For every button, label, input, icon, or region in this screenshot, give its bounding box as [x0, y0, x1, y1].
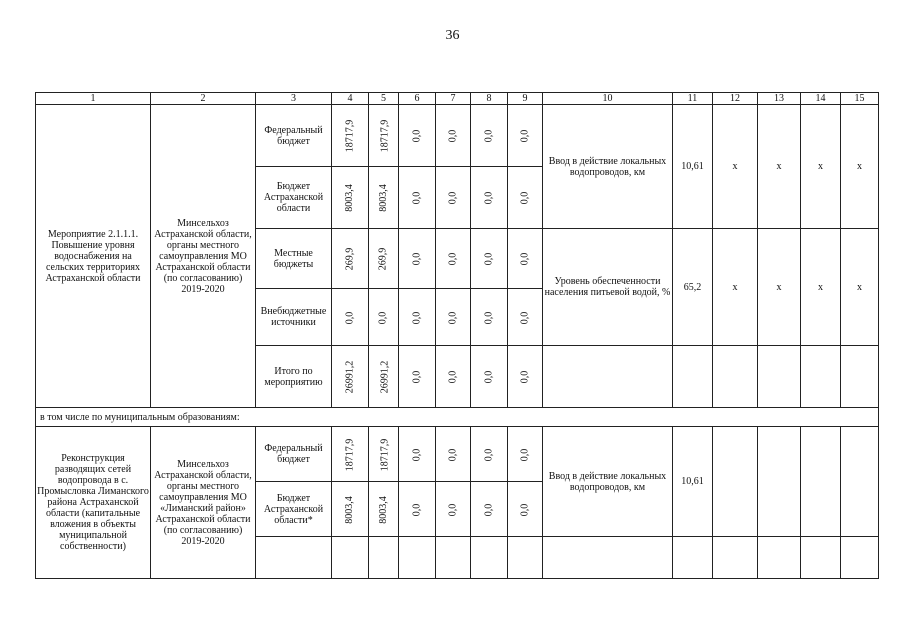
empty-cell: [471, 537, 508, 579]
indicator-value: 10,61: [673, 105, 713, 229]
empty-cell: [758, 346, 801, 408]
value-cell: 0,0: [436, 427, 471, 482]
column-header: 9: [508, 93, 543, 105]
empty-cell: [841, 346, 879, 408]
value-cell: 0,0: [508, 482, 543, 537]
funding-source: Бюджет Астраханской области*: [256, 482, 332, 537]
empty-cell: [673, 537, 713, 579]
funding-source: Федеральный бюджет: [256, 427, 332, 482]
empty-cell: [758, 537, 801, 579]
activity-name: Мероприятие 2.1.1.1. Повышение уровня водоснабжения на сельских территориях Астраханской области: [36, 105, 151, 408]
empty-cell: [508, 537, 543, 579]
value-cell: 18717,9: [369, 105, 399, 167]
column-header: 3: [256, 93, 332, 105]
value-cell: 0,0: [399, 289, 436, 346]
value-cell: 0,0: [471, 482, 508, 537]
header-row: [36, 93, 879, 105]
value-cell: 0,0: [399, 427, 436, 482]
value-cell: 8003,4: [332, 167, 369, 229]
value-cell: 0,0: [399, 105, 436, 167]
value-cell: 18717,9: [332, 427, 369, 482]
table-row: [36, 427, 879, 482]
indicator-mark: х: [713, 229, 758, 346]
column-header: 10: [543, 93, 673, 105]
indicator-mark: х: [801, 229, 841, 346]
empty-cell: [673, 346, 713, 408]
indicator-name: Ввод в действие локальных водопроводов, км: [543, 427, 673, 537]
empty-cell: [543, 537, 673, 579]
budget-table: [35, 92, 879, 579]
column-header: 5: [369, 93, 399, 105]
value-cell: 0,0: [508, 167, 543, 229]
empty-cell: [801, 537, 841, 579]
value-cell: 269,9: [369, 229, 399, 289]
indicator-mark: х: [713, 105, 758, 229]
value-cell: 0,0: [399, 482, 436, 537]
value-cell: 0,0: [436, 289, 471, 346]
funding-source: Внебюджетные источники: [256, 289, 332, 346]
activity-name: Реконструкция разводящих сетей водопровода в с. Промысловка Лиманского района Астраханской области (капитальные вложения в объекты муниципальной собственности): [36, 427, 151, 579]
value-cell: 0,0: [436, 167, 471, 229]
value-cell: 8003,4: [369, 482, 399, 537]
empty-cell: [801, 427, 841, 537]
column-header: 15: [841, 93, 879, 105]
column-header: 13: [758, 93, 801, 105]
empty-cell: [369, 537, 399, 579]
empty-cell: [256, 537, 332, 579]
empty-cell: [543, 346, 673, 408]
indicator-name: Ввод в действие локальных водопроводов, км: [543, 105, 673, 229]
section-label: в том числе по муниципальным образованиям:: [36, 408, 879, 427]
value-cell: 0,0: [471, 167, 508, 229]
column-header: 14: [801, 93, 841, 105]
value-cell: 8003,4: [332, 482, 369, 537]
indicator-mark: х: [758, 229, 801, 346]
executor: Минсельхоз Астраханской области, органы местного самоуправления МО Астраханской области (по согласованию) 2019-2020: [151, 105, 256, 408]
value-cell: 26991,2: [332, 346, 369, 408]
indicator-value: 10,61: [673, 427, 713, 537]
page-number: 36: [445, 28, 460, 43]
empty-cell: [436, 537, 471, 579]
value-cell: 0,0: [399, 167, 436, 229]
funding-source: Итого по мероприятию: [256, 346, 332, 408]
empty-cell: [801, 346, 841, 408]
column-header: 11: [673, 93, 713, 105]
empty-cell: [713, 427, 758, 537]
column-header: 4: [332, 93, 369, 105]
empty-cell: [332, 537, 369, 579]
value-cell: 0,0: [399, 229, 436, 289]
value-cell: 0,0: [436, 346, 471, 408]
funding-source: Местные бюджеты: [256, 229, 332, 289]
empty-cell: [399, 537, 436, 579]
value-cell: 0,0: [369, 289, 399, 346]
column-header: 2: [151, 93, 256, 105]
value-cell: 0,0: [508, 427, 543, 482]
indicator-mark: х: [841, 229, 879, 346]
empty-cell: [713, 537, 758, 579]
column-header: 1: [36, 93, 151, 105]
column-header: 12: [713, 93, 758, 105]
value-cell: 8003,4: [369, 167, 399, 229]
indicator-value: 65,2: [673, 229, 713, 346]
column-header: 7: [436, 93, 471, 105]
empty-cell: [841, 537, 879, 579]
value-cell: 26991,2: [369, 346, 399, 408]
funding-source: Федеральный бюджет: [256, 105, 332, 167]
section-row: [36, 408, 879, 427]
indicator-mark: х: [758, 105, 801, 229]
empty-cell: [713, 346, 758, 408]
value-cell: 0,0: [508, 346, 543, 408]
table-row: [36, 105, 879, 167]
value-cell: 0,0: [471, 427, 508, 482]
value-cell: 0,0: [471, 289, 508, 346]
value-cell: 0,0: [508, 229, 543, 289]
value-cell: 18717,9: [369, 427, 399, 482]
empty-cell: [758, 427, 801, 537]
column-header: 8: [471, 93, 508, 105]
value-cell: 0,0: [436, 229, 471, 289]
value-cell: 0,0: [399, 346, 436, 408]
value-cell: 0,0: [471, 105, 508, 167]
value-cell: 0,0: [332, 289, 369, 346]
value-cell: 18717,9: [332, 105, 369, 167]
indicator-mark: х: [841, 105, 879, 229]
value-cell: 0,0: [436, 105, 471, 167]
executor: Минсельхоз Астраханской области, органы местного самоуправления МО «Лиманский район» Астраханской области (по согласованию) 2019-2020: [151, 427, 256, 579]
value-cell: 0,0: [508, 105, 543, 167]
empty-cell: [841, 427, 879, 537]
value-cell: 0,0: [471, 346, 508, 408]
value-cell: 0,0: [436, 482, 471, 537]
indicator-name: Уровень обеспеченности населения питьевой водой, %: [543, 229, 673, 346]
column-header: 6: [399, 93, 436, 105]
value-cell: 0,0: [471, 229, 508, 289]
indicator-mark: х: [801, 105, 841, 229]
funding-source: Бюджет Астраханской области: [256, 167, 332, 229]
value-cell: 269,9: [332, 229, 369, 289]
value-cell: 0,0: [508, 289, 543, 346]
